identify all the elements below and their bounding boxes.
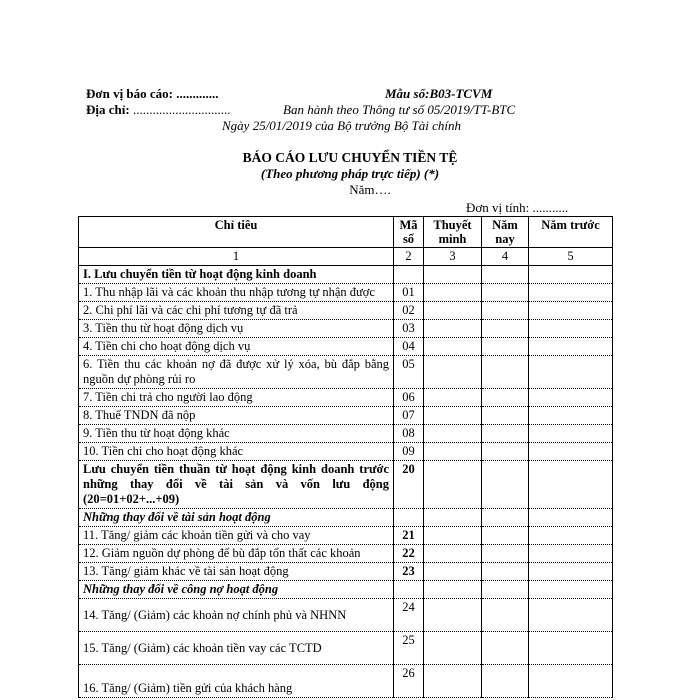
cell-last-year <box>529 320 613 338</box>
report-subtitle: (Theo phương pháp trực tiếp) (*) <box>260 166 440 181</box>
row-code: 24 <box>394 599 424 632</box>
cell-last-year <box>529 425 613 443</box>
table-row <box>79 266 613 284</box>
cell-this-year <box>482 407 529 425</box>
cell-last-year <box>529 509 613 527</box>
cell-last-year <box>529 389 613 407</box>
table-row <box>79 563 613 581</box>
form-number-label: Mẫu số: <box>385 86 430 101</box>
cell-note <box>424 632 482 665</box>
table-row <box>79 389 613 407</box>
reporting-unit-dots: ............. <box>176 86 219 101</box>
cell-note <box>424 599 482 632</box>
row-code: 23 <box>394 563 424 581</box>
cell-this-year <box>482 338 529 356</box>
cell-this-year <box>482 632 529 665</box>
col-number: 3 <box>424 248 482 266</box>
cell-note <box>424 407 482 425</box>
row-code: 22 <box>394 545 424 563</box>
row-label: 11. Tăng/ giảm các khoản tiền gửi và cho vay <box>79 527 394 545</box>
cell-last-year <box>529 302 613 320</box>
row-code: 25 <box>394 632 424 665</box>
header-indicator: Chỉ tiêu <box>79 217 394 248</box>
header-last-year: Năm trước <box>529 217 613 248</box>
cell-last-year <box>529 581 613 599</box>
row-label: 8. Thuế TNDN đã nộp <box>79 407 394 425</box>
row-code <box>394 266 424 284</box>
row-code: 04 <box>394 338 424 356</box>
cell-last-year <box>529 563 613 581</box>
row-label: 7. Tiền chi trả cho người lao động <box>79 389 394 407</box>
table-row <box>79 461 613 509</box>
cell-last-year <box>529 527 613 545</box>
column-number-row <box>79 248 613 266</box>
cell-note <box>424 545 482 563</box>
row-label: 2. Chi phí lãi và các chi phí tương tự đã trả <box>79 302 394 320</box>
row-code: 09 <box>394 443 424 461</box>
row-label: Những thay đổi về công nợ hoạt động <box>79 581 394 599</box>
cell-note <box>424 266 482 284</box>
reporting-unit-label: Đơn vị báo cáo: <box>86 86 174 101</box>
table-row <box>79 320 613 338</box>
table-row <box>79 356 613 389</box>
row-code: 03 <box>394 320 424 338</box>
cell-note <box>424 509 482 527</box>
cell-this-year <box>482 389 529 407</box>
table-row <box>79 302 613 320</box>
cell-last-year <box>529 356 613 389</box>
cell-this-year <box>482 563 529 581</box>
cell-note <box>424 527 482 545</box>
address-dots: .............................. <box>132 102 231 117</box>
table-row <box>79 425 613 443</box>
row-code: 26 <box>394 665 424 698</box>
cell-note <box>424 302 482 320</box>
cell-this-year <box>482 443 529 461</box>
cash-flow-table <box>78 216 613 698</box>
row-label: 15. Tăng/ (Giảm) các khoản tiền vay các TCTD <box>79 632 394 665</box>
cell-note <box>424 563 482 581</box>
currency-unit: Đơn vị tính: ........... <box>466 200 569 215</box>
row-code: 08 <box>394 425 424 443</box>
cell-last-year <box>529 407 613 425</box>
row-code: 07 <box>394 407 424 425</box>
row-code <box>394 581 424 599</box>
table-row <box>79 665 613 698</box>
cell-this-year <box>482 266 529 284</box>
cell-this-year <box>482 302 529 320</box>
row-label: 6. Tiền thu các khoản nợ đã được xử lý xóa, bù đắp bằng nguồn dự phòng rủi ro <box>79 356 394 389</box>
table-row <box>79 599 613 632</box>
address-line <box>86 102 230 118</box>
table-row <box>79 527 613 545</box>
row-label: 1. Thu nhập lãi và các khoản thu nhập tương tự nhận được <box>79 284 394 302</box>
cell-note <box>424 320 482 338</box>
cell-note <box>424 461 482 509</box>
cell-note <box>424 425 482 443</box>
cell-last-year <box>529 599 613 632</box>
row-code: 02 <box>394 302 424 320</box>
header-this-year: Năm nay <box>482 217 529 248</box>
cell-this-year <box>482 356 529 389</box>
cell-this-year <box>482 320 529 338</box>
cell-this-year <box>482 545 529 563</box>
table-row <box>79 284 613 302</box>
cell-this-year <box>482 425 529 443</box>
cell-this-year <box>482 509 529 527</box>
cell-last-year <box>529 461 613 509</box>
cell-last-year <box>529 545 613 563</box>
row-label: 14. Tăng/ (Giảm) các khoản nợ chính phủ và NHNN <box>79 599 394 632</box>
cell-this-year <box>482 581 529 599</box>
col-number: 5 <box>529 248 613 266</box>
row-label: Những thay đổi về tài sản hoạt động <box>79 509 394 527</box>
cell-note <box>424 284 482 302</box>
table-header-row <box>79 217 613 248</box>
table-row <box>79 443 613 461</box>
cell-note <box>424 665 482 698</box>
row-code: 20 <box>394 461 424 509</box>
header-code: Mã số <box>394 217 424 248</box>
cell-last-year <box>529 443 613 461</box>
row-code: 01 <box>394 284 424 302</box>
row-label: I. Lưu chuyển tiền từ hoạt động kinh doanh <box>79 266 394 284</box>
row-label: 16. Tăng/ (Giảm) tiền gửi của khách hàng <box>79 665 394 698</box>
issued-line: Ban hành theo Thông tư số 05/2019/TT-BTC <box>283 102 516 117</box>
row-label: 9. Tiền thu từ hoạt động khác <box>79 425 394 443</box>
report-year: Năm…. <box>349 182 391 197</box>
col-number: 2 <box>394 248 424 266</box>
cell-this-year <box>482 284 529 302</box>
cell-last-year <box>529 266 613 284</box>
row-label: 4. Tiền chi cho hoạt động dịch vụ <box>79 338 394 356</box>
form-number-code: B03-TCVM <box>429 86 493 101</box>
cell-this-year <box>482 665 529 698</box>
issued-date-line: Ngày 25/01/2019 của Bộ trưởng Bộ Tài chính <box>222 118 461 133</box>
cell-last-year <box>529 284 613 302</box>
table-row <box>79 632 613 665</box>
row-code: 21 <box>394 527 424 545</box>
table-row <box>79 407 613 425</box>
table-row <box>79 581 613 599</box>
col-number: 4 <box>482 248 529 266</box>
cell-this-year <box>482 461 529 509</box>
cell-last-year <box>529 665 613 698</box>
report-title: BÁO CÁO LƯU CHUYỂN TIỀN TỆ <box>242 150 458 165</box>
table-row <box>79 545 613 563</box>
cell-last-year <box>529 632 613 665</box>
row-code: 05 <box>394 356 424 389</box>
cell-last-year <box>529 338 613 356</box>
cell-this-year <box>482 599 529 632</box>
form-number-line <box>385 86 492 102</box>
cell-this-year <box>482 527 529 545</box>
row-label: 10. Tiền chi cho hoạt động khác <box>79 443 394 461</box>
cell-note <box>424 581 482 599</box>
cell-note <box>424 389 482 407</box>
row-label: Lưu chuyển tiền thuần từ hoạt động kinh doanh trước những thay đổi về tài sản và vốn lưu động (20=01+02+...+09) <box>79 461 394 509</box>
reporting-unit-line <box>86 86 219 102</box>
cell-note <box>424 356 482 389</box>
address-label: Địa chỉ: <box>86 102 130 117</box>
row-label: 12. Giảm nguồn dự phòng để bù đắp tổn thất các khoản <box>79 545 394 563</box>
row-code: 06 <box>394 389 424 407</box>
table-row <box>79 338 613 356</box>
cell-note <box>424 443 482 461</box>
row-label: 3. Tiền thu từ hoạt động dịch vụ <box>79 320 394 338</box>
header-note: Thuyết minh <box>424 217 482 248</box>
row-label: 13. Tăng/ giảm khác về tài sản hoạt động <box>79 563 394 581</box>
cell-note <box>424 338 482 356</box>
row-code <box>394 509 424 527</box>
col-number: 1 <box>79 248 394 266</box>
table-row <box>79 509 613 527</box>
